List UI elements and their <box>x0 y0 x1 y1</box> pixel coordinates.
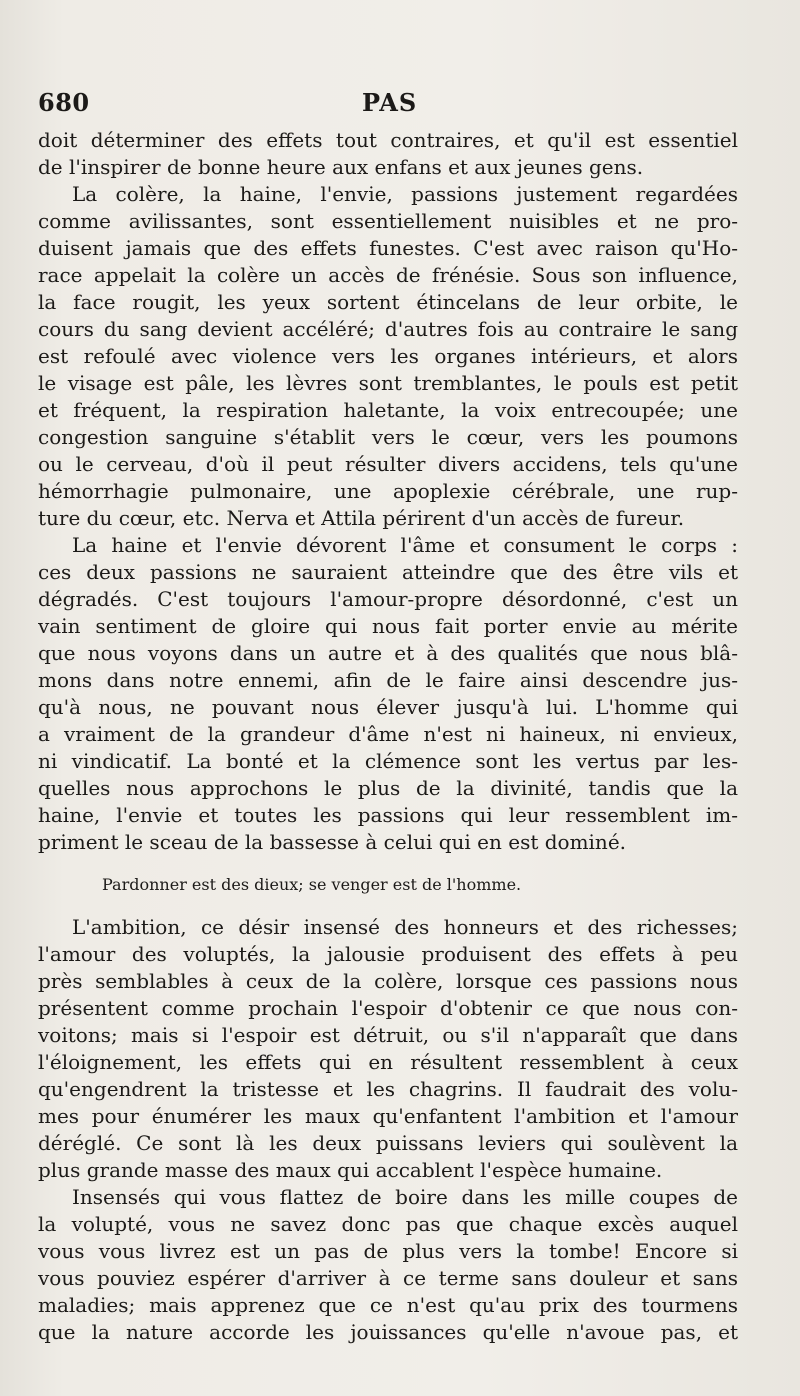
text-line: dégradés. C'est toujours l'amour-propre désordonné, c'est un <box>38 587 738 611</box>
text-line: vous vous livrez est un pas de plus vers la tombe! Encore si <box>38 1239 738 1263</box>
text-line: haine, l'envie et toutes les passions qui leur ressemblent im- <box>38 803 738 827</box>
text-line: déréglé. Ce sont là les deux puissans leviers qui soulèvent la <box>38 1131 738 1155</box>
text-line: ces deux passions ne sauraient atteindre que des être vils et <box>38 560 738 584</box>
text-line: que la nature accorde les jouissances qu'elle n'avoue pas, et <box>38 1320 738 1344</box>
text-line: l'amour des voluptés, la jalousie produisent des effets à peu <box>38 942 738 966</box>
text-line: ture du cœur, etc. Nerva et Attila périrent d'un accès de fureur. <box>38 506 685 530</box>
text-line: mons dans notre ennemi, afin de le faire ainsi descendre jus- <box>38 668 738 692</box>
page-header <box>38 88 738 124</box>
text-line: Insensés qui vous flattez de boire dans les mille coupes de <box>72 1185 738 1209</box>
text-line: qu'engendrent la tristesse et les chagrins. Il faudrait des volu- <box>38 1077 738 1101</box>
text-line: La colère, la haine, l'envie, passions justement regardées <box>72 182 738 206</box>
body-text <box>38 127 738 1346</box>
text-line: vain sentiment de gloire qui nous fait porter envie au mérite <box>38 614 738 638</box>
text-line: près semblables à ceux de la colère, lorsque ces passions nous <box>38 969 738 993</box>
text-line: ni vindicatif. La bonté et la clémence sont les vertus par les- <box>38 749 738 773</box>
text-line: mes pour énumérer les maux qu'enfantent l'ambition et l'amour <box>38 1104 738 1128</box>
text-line: qu'à nous, ne pouvant nous élever jusqu'à lui. L'homme qui <box>38 695 738 719</box>
text-line: présentent comme prochain l'espoir d'obtenir ce que nous con- <box>38 996 738 1020</box>
page-number: 680 <box>38 88 90 117</box>
text-line: quelles nous approchons le plus de la divinité, tandis que la <box>38 776 738 800</box>
text-line: vous pouviez espérer d'arriver à ce terme sans douleur et sans <box>38 1266 738 1290</box>
text-line: ou le cerveau, d'où il peut résulter divers accidens, tels qu'une <box>38 452 738 476</box>
text-line: duisent jamais que des effets funestes. C'est avec raison qu'Ho- <box>38 236 738 260</box>
text-line: la face rougit, les yeux sortent étincelans de leur orbite, le <box>38 290 738 314</box>
running-head: PAS <box>362 88 418 117</box>
text-line: que nous voyons dans un autre et à des qualités que nous blâ- <box>38 641 738 665</box>
text-line: plus grande masse des maux qui accablent l'espèce humaine. <box>38 1158 663 1182</box>
text-line: La haine et l'envie dévorent l'âme et consument le corps : <box>72 533 738 557</box>
quotation: Pardonner est des dieux; se venger est de l'homme. <box>102 875 522 894</box>
text-line: de l'inspirer de bonne heure aux enfans et aux jeunes gens. <box>38 155 644 179</box>
text-line: voitons; mais si l'espoir est détruit, ou s'il n'apparaît que dans <box>38 1023 738 1047</box>
text-line: L'ambition, ce désir insensé des honneurs et des richesses; <box>72 915 738 939</box>
text-line: doit déterminer des effets tout contraires, et qu'il est essentiel <box>38 128 738 152</box>
text-line: a vraiment de la grandeur d'âme n'est ni haineux, ni envieux, <box>38 722 738 746</box>
text-line: comme avilissantes, sont essentiellement nuisibles et ne pro- <box>38 209 738 233</box>
text-line: maladies; mais apprenez que ce n'est qu'au prix des tourmens <box>38 1293 738 1317</box>
text-line: la volupté, vous ne savez donc pas que chaque excès auquel <box>38 1212 738 1236</box>
text-line: le visage est pâle, les lèvres sont tremblantes, le pouls est petit <box>38 371 738 395</box>
text-line: hémorrhagie pulmonaire, une apoplexie cérébrale, une rup- <box>38 479 738 503</box>
text-line: et fréquent, la respiration haletante, la voix entrecoupée; une <box>38 398 738 422</box>
text-line: cours du sang devient accéléré; d'autres fois au contraire le sang <box>38 317 738 341</box>
text-line: est refoulé avec violence vers les organes intérieurs, et alors <box>38 344 738 368</box>
text-line: priment le sceau de la bassesse à celui qui en est dominé. <box>38 830 627 854</box>
text-line: congestion sanguine s'établit vers le cœur, vers les poumons <box>38 425 738 449</box>
text-line: l'éloignement, les effets qui en résultent ressemblent à ceux <box>38 1050 738 1074</box>
text-line: race appelait la colère un accès de frénésie. Sous son influence, <box>38 263 738 287</box>
